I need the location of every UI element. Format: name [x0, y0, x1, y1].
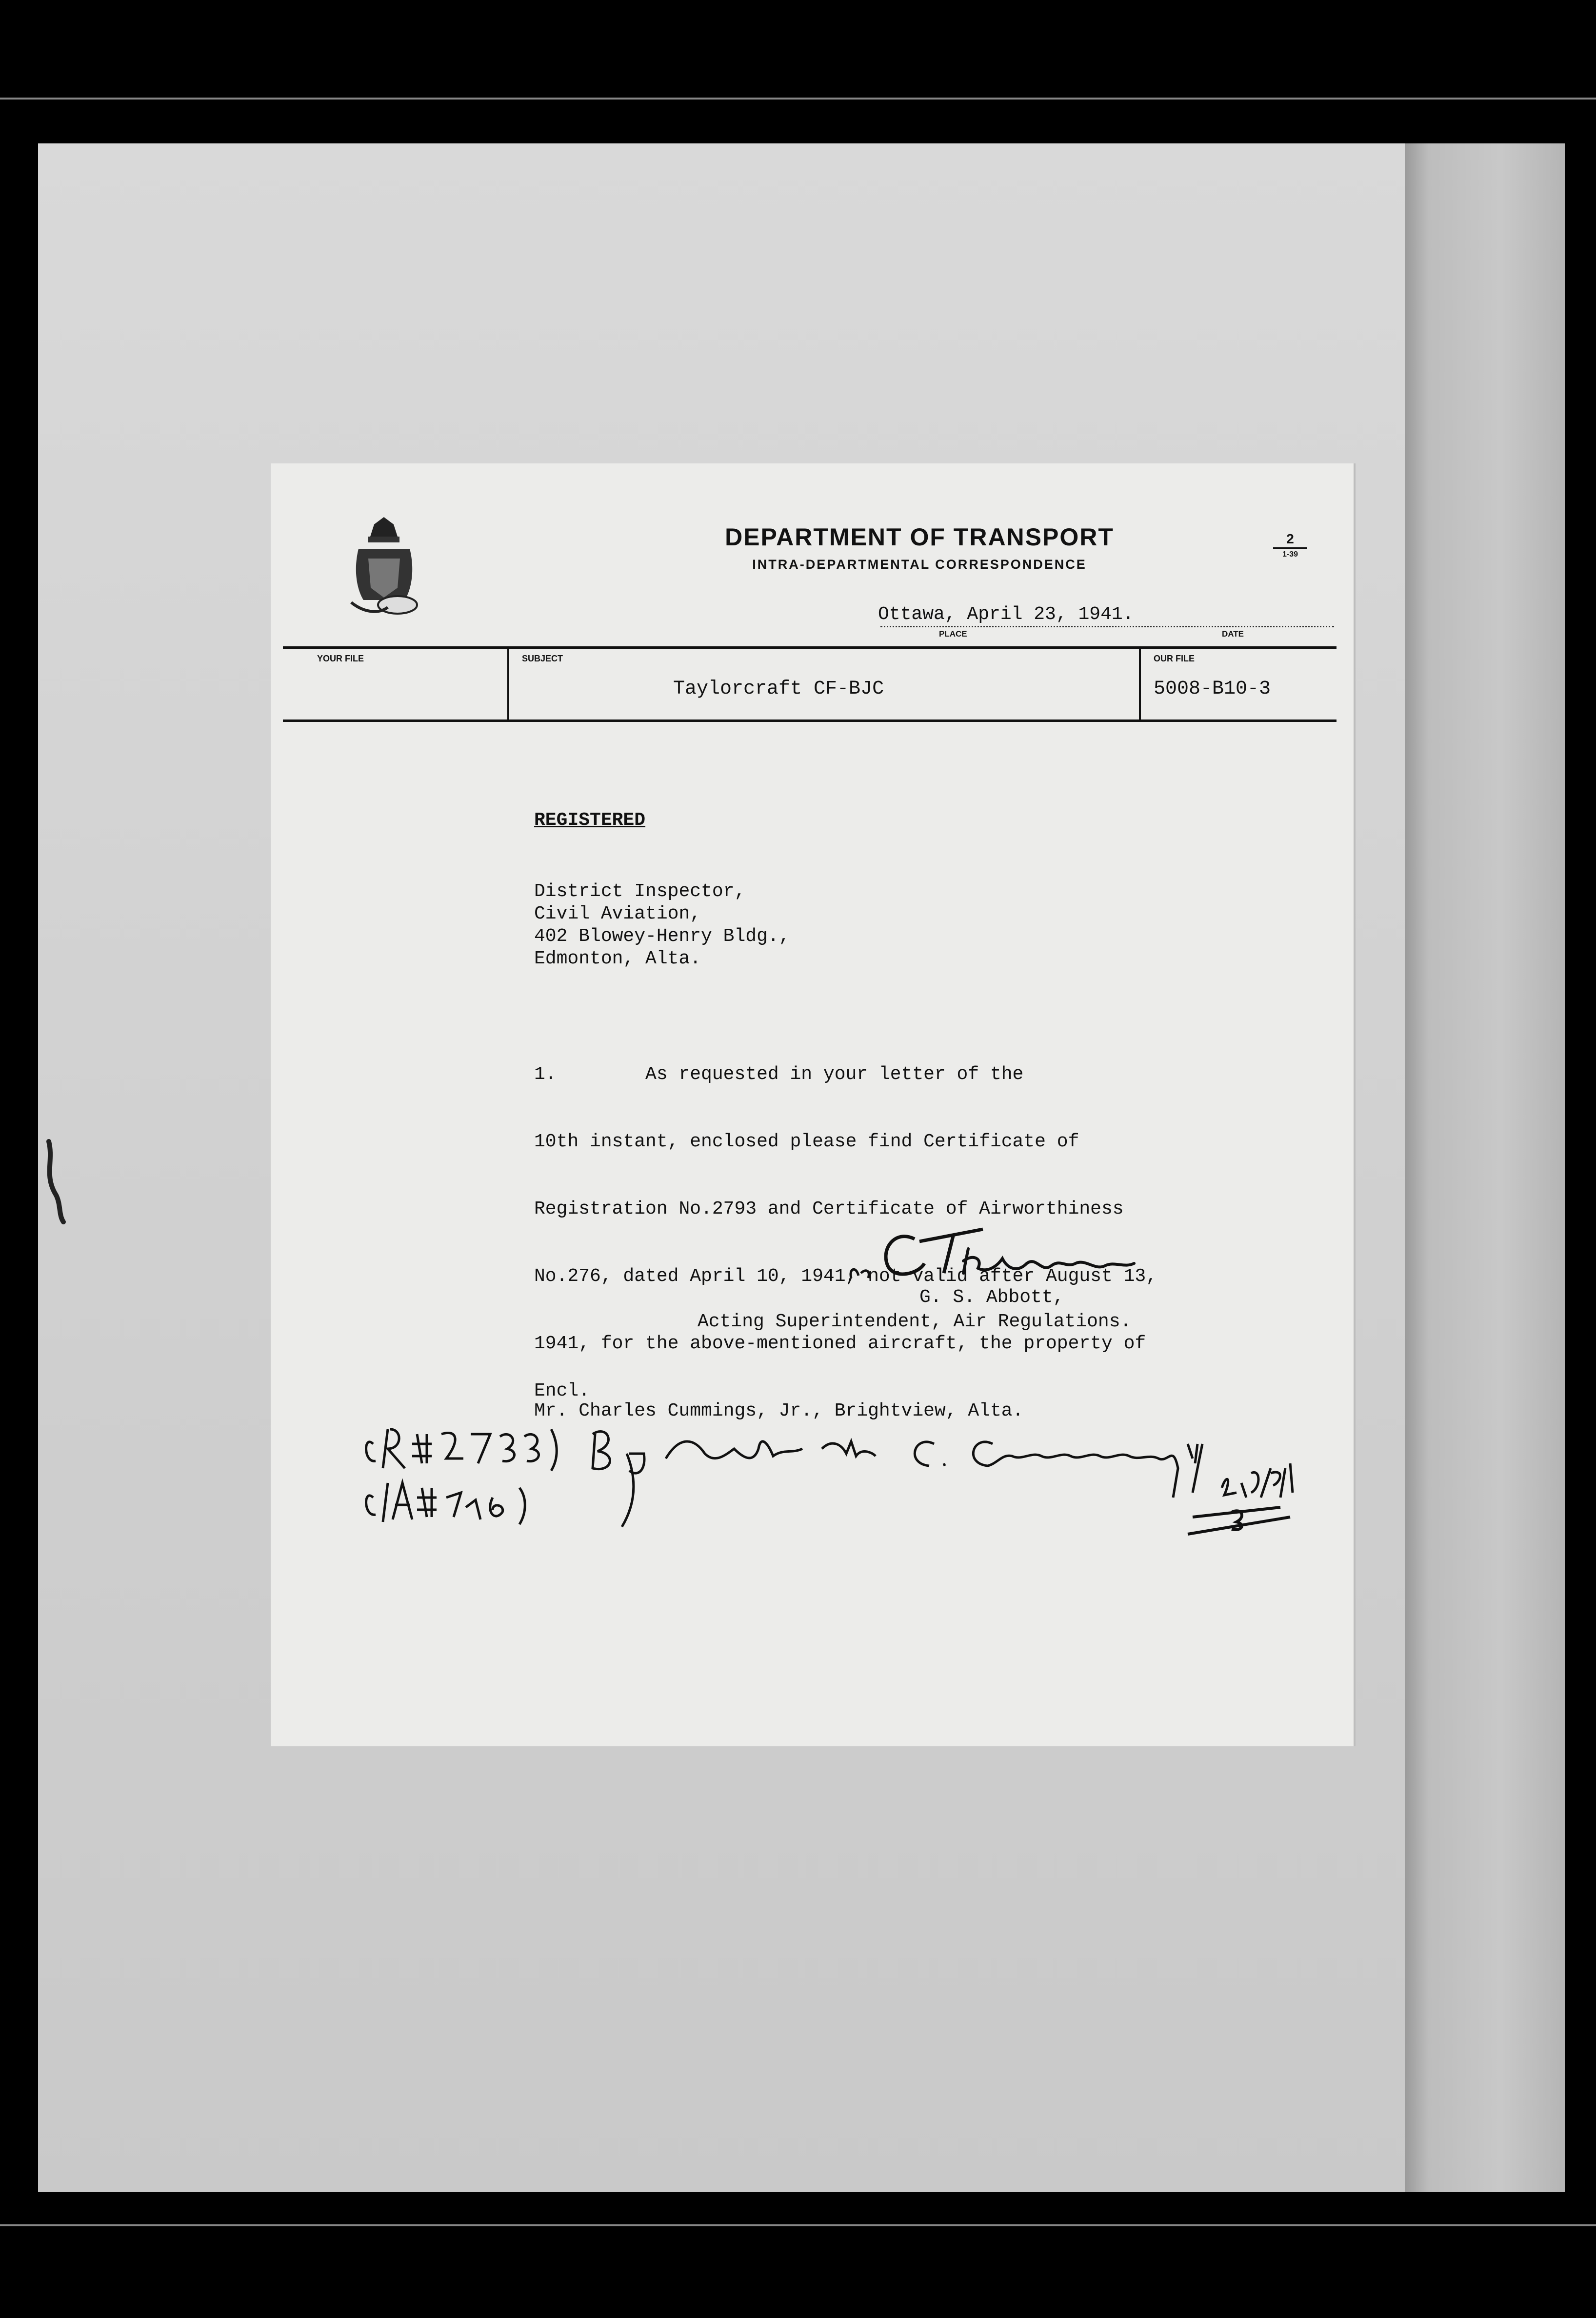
scan-border-top: [0, 98, 1596, 100]
form-number-bottom: 1-39: [1282, 550, 1298, 559]
place-label: PLACE: [939, 629, 967, 639]
place-date-value: Ottawa, April 23, 1941.: [878, 604, 1134, 625]
body-line: Registration No.2793 and Certificate of Airworthiness: [534, 1199, 1124, 1219]
handwritten-annotation: [363, 1415, 1339, 1580]
address-line: Edmonton, Alta.: [534, 948, 701, 969]
registered-heading: REGISTERED: [534, 810, 646, 831]
handwritten-signature: [822, 1219, 1290, 1293]
signatory-title: Acting Superintendent, Air Regulations.: [698, 1311, 1132, 1332]
memo-sheet: [271, 463, 1356, 1746]
recipient-address: [534, 880, 790, 970]
scan-border-bottom: [0, 2224, 1596, 2226]
enclosure-note: Encl.: [534, 1380, 590, 1401]
form-number: [1273, 531, 1307, 560]
department-title: DEPARTMENT OF TRANSPORT: [725, 523, 1114, 551]
your-file-label: YOUR FILE: [317, 654, 364, 663]
address-line: Civil Aviation,: [534, 903, 701, 924]
date-label: DATE: [1222, 629, 1244, 639]
file-subject-table: [283, 646, 1337, 722]
place-date-dotted-line: [880, 626, 1334, 627]
body-line: 1941, for the above-mentioned aircraft, the property of: [534, 1333, 1146, 1354]
body-line: 10th instant, enclosed please find Certificate of: [534, 1131, 1079, 1152]
subject-value: Taylorcraft CF-BJC: [673, 678, 884, 700]
body-line: 1. As requested in your letter of the: [534, 1064, 1024, 1085]
folder-binding-strip: [1405, 143, 1565, 2192]
body-line: Mr. Charles Cummings, Jr., Brightview, Alta.: [534, 1400, 1024, 1421]
correspondence-subtitle: INTRA-DEPARTMENTAL CORRESPONDENCE: [752, 557, 1087, 572]
royal-crest-icon: [349, 515, 419, 617]
body-line: No.276, dated April 10, 1941, not valid after August 13,: [534, 1266, 1157, 1287]
table-divider: [507, 649, 509, 719]
form-number-top: 2: [1273, 531, 1307, 549]
subject-label: SUBJECT: [522, 654, 563, 663]
address-line: District Inspector,: [534, 881, 746, 902]
folder-pencil-mark: [34, 1137, 73, 1224]
our-file-label: OUR FILE: [1154, 654, 1195, 663]
address-line: 402 Blowey-Henry Bldg.,: [534, 926, 790, 947]
signatory-name: G. S. Abbott,: [919, 1287, 1064, 1308]
our-file-value: 5008-B10-3: [1154, 678, 1271, 700]
table-divider: [1139, 649, 1141, 719]
